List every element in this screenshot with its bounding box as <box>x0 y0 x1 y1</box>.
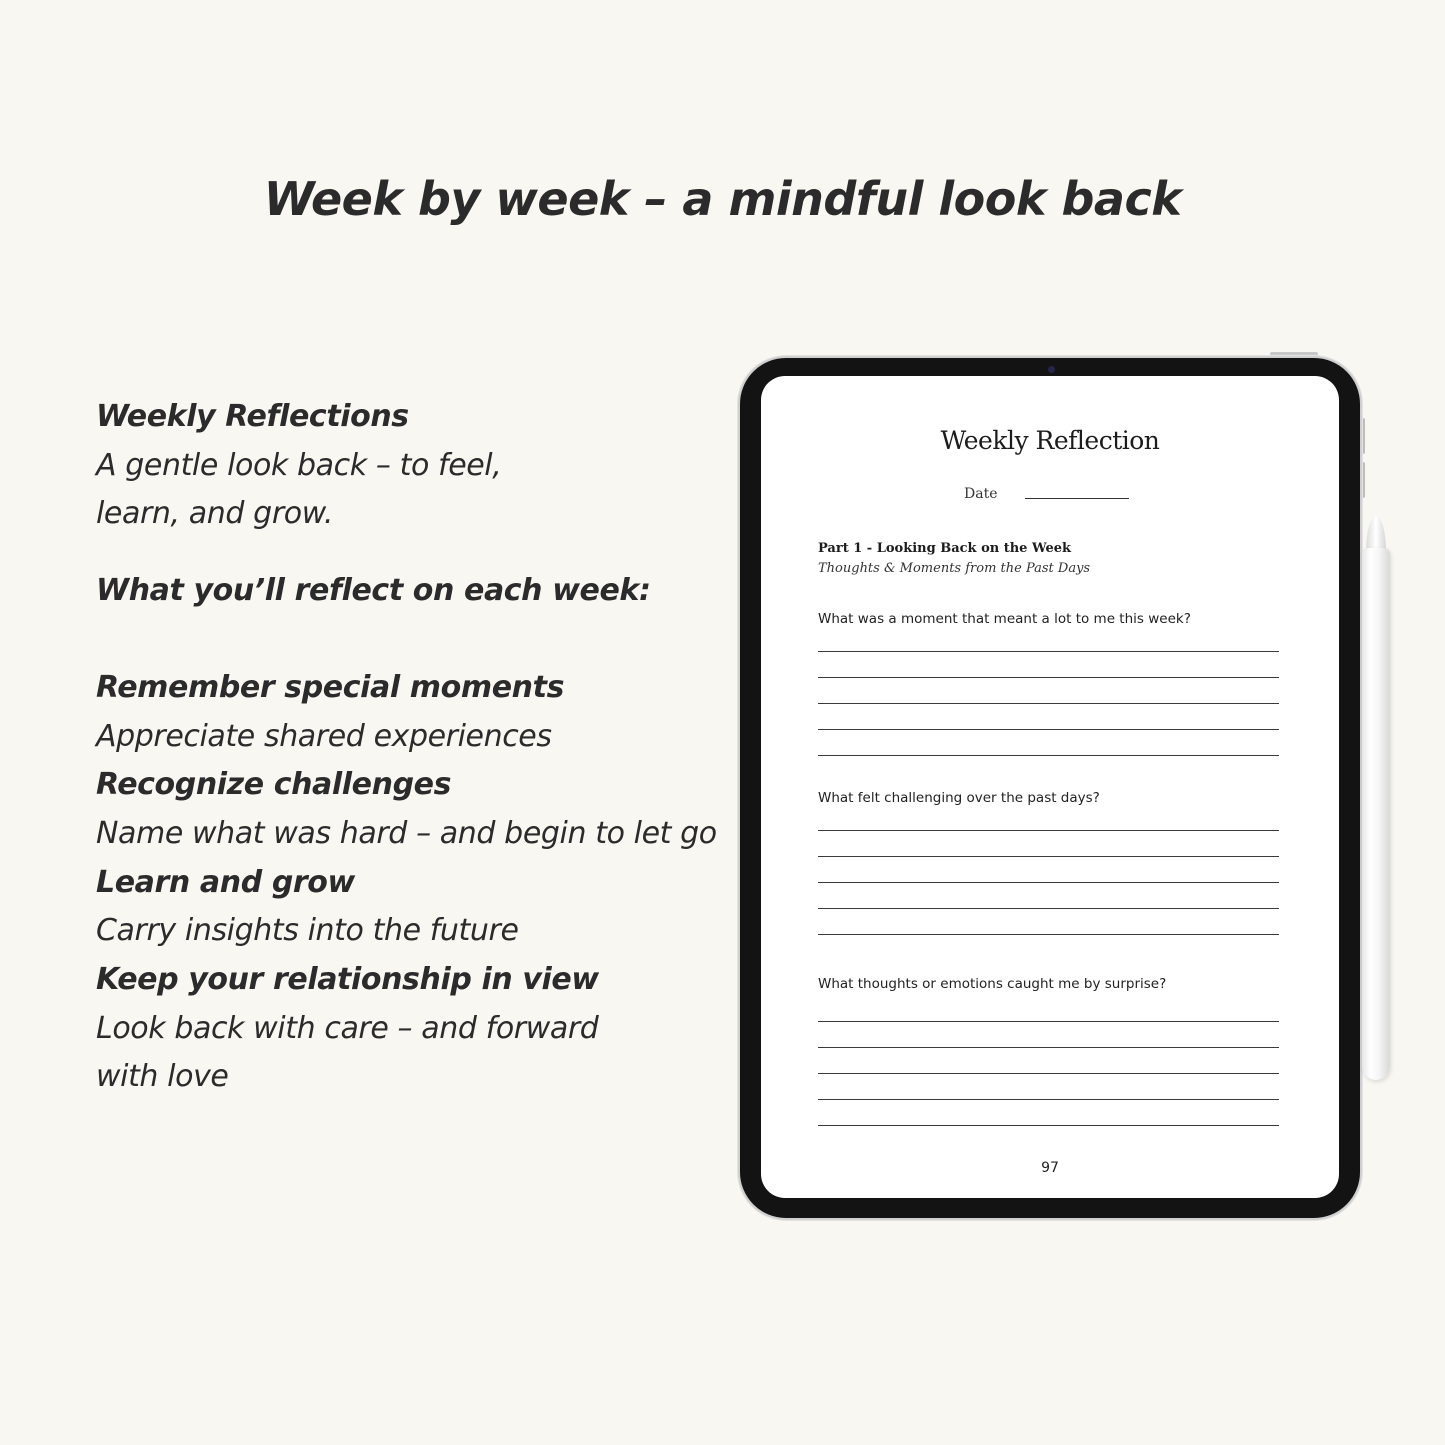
answer-line[interactable] <box>818 651 1279 652</box>
answer-line[interactable] <box>818 934 1279 935</box>
item-description: Look back with care – and forward <box>96 1010 599 1046</box>
date-field-line[interactable] <box>1025 498 1129 499</box>
answer-line[interactable] <box>818 703 1279 704</box>
answer-line[interactable] <box>818 856 1279 857</box>
part-subtitle: Thoughts & Moments from the Past Days <box>818 561 1091 576</box>
tablet-screen <box>761 376 1339 1198</box>
section-heading-weekly-reflections: Weekly Reflections <box>96 399 409 434</box>
question-2: What felt challenging over the past days? <box>818 790 1100 806</box>
feature-list <box>96 393 736 1102</box>
camera-icon <box>1048 366 1055 373</box>
answer-line[interactable] <box>818 882 1279 883</box>
item-title: Keep your relationship in view <box>96 962 599 998</box>
answer-line[interactable] <box>818 830 1279 831</box>
stylus-tip-icon <box>1366 516 1386 552</box>
tablet-device <box>738 356 1362 1220</box>
item-description: with love <box>96 1059 229 1095</box>
answer-line[interactable] <box>818 677 1279 678</box>
question-1: What was a moment that meant a lot to me this week? <box>818 611 1191 627</box>
answer-line[interactable] <box>818 908 1279 909</box>
answer-line[interactable] <box>818 1021 1279 1022</box>
item-title: Recognize challenges <box>96 767 452 803</box>
question-3: What thoughts or emotions caught me by surprise? <box>818 976 1167 992</box>
item-title: Remember special moments <box>96 669 565 705</box>
page-title: Weekly Reflection <box>940 426 1160 455</box>
answer-line[interactable] <box>818 1125 1279 1126</box>
headline: Week by week – a mindful look back <box>263 172 1182 226</box>
answer-line[interactable] <box>818 755 1279 756</box>
page-number: 97 <box>1041 1160 1059 1176</box>
answer-line[interactable] <box>818 729 1279 730</box>
date-label: Date <box>964 486 998 502</box>
item-description: Name what was hard – and begin to let go <box>96 815 717 851</box>
answer-line[interactable] <box>818 1047 1279 1048</box>
item-title: Learn and grow <box>96 864 355 900</box>
stylus-pencil-icon <box>1362 548 1390 1080</box>
item-description: Carry insights into the future <box>96 913 519 949</box>
part-title: Part 1 - Looking Back on the Week <box>818 541 1072 556</box>
section-heading-reflect: What you’ll reflect on each week: <box>96 573 651 609</box>
answer-line[interactable] <box>818 1073 1279 1074</box>
intro-line-2: learn, and grow. <box>96 496 334 532</box>
item-description: Appreciate shared experiences <box>96 718 552 754</box>
intro-line-1: A gentle look back – to feel, <box>96 447 502 483</box>
answer-line[interactable] <box>818 1099 1279 1100</box>
